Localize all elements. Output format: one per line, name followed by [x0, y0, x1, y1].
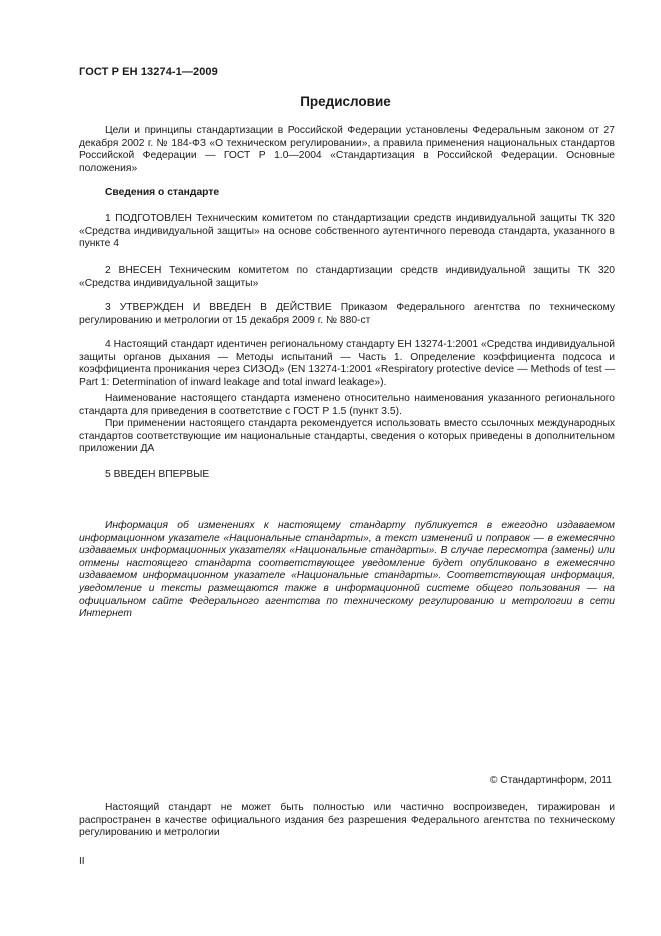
- legal-notice: Настоящий стандарт не может быть полностью или частично воспроизведен, тиражирован и распространен в качестве официального издания без разрешения Федерального агентства по техническому регулированию и метрологии: [79, 802, 615, 839]
- item-4: 4 Настоящий стандарт идентичен региональному стандарту ЕН 13274-1:2001 «Средства индивидуальной защиты органов дыхания — Методы испытаний — Часть 1. Определение коэффициента подсоса и коэффициента проникания через СИЗОД» (EN 13274-1:2001 «Respiratory protective device — Methods of test — Part 1: Determination of inward leakage and total inward leakage»).: [79, 339, 615, 388]
- page-number: II: [79, 856, 85, 867]
- document-code: ГОСТ Р ЕН 13274-1—2009: [79, 66, 218, 78]
- changes-notice: Информация об изменениях к настоящему стандарту публикуется в ежегодно издаваемом информационном указателе «Национальные стандарты», а текст изменений и поправок — в ежемесячно издаваемых информационных указателях «Национальные стандарты». В случае пересмотра (замены) или отмены настоящего стандарта соответствующее уведомление будет опубликовано в ежемесячно издаваемом информационном указателе «Национальные стандарты». Соответствующая информация, уведомление и тексты размещаются также в информационной системе общего пользования — на официальном сайте Федерального агентства по техническому регулированию и метрологии в сети Интернет: [79, 520, 615, 620]
- section-heading: Сведения о стандарте: [105, 187, 220, 198]
- page-title: Предисловие: [300, 94, 391, 109]
- intro-paragraph: Цели и принципы стандартизации в Российской Федерации установлены Федеральным законом от 27 декабря 2002 г. № 184-ФЗ «О техническом регулировании», а правила применения национальных стандартов Российской Федерации — ГОСТ Р 1.0—2004 «Стандартизация в Российской Федерации. Основные положения»: [79, 125, 615, 174]
- item-1: 1 ПОДГОТОВЛЕН Техническим комитетом по стандартизации средств индивидуальной защиты ТК 320 «Средства индивидуальной защиты» на основе собственного аутентичного перевода стандарта, указанного в пункте 4: [79, 213, 615, 250]
- item-2: 2 ВНЕСЕН Техническим комитетом по стандартизации средств индивидуальной защиты ТК 320 «Средства индивидуальной защиты»: [79, 265, 615, 289]
- item-4-usage-note: При применении настоящего стандарта рекомендуется использовать вместо ссылочных международных стандартов соответствующие им национальные стандарты, сведения о которых приведены в дополнительном приложении ДА: [79, 418, 615, 455]
- item-4-name-note: Наименование настоящего стандарта изменено относительно наименования указанного регионального стандарта для приведения в соответствие с ГОСТ Р 1.5 (пункт 3.5).: [79, 393, 615, 417]
- item-3: 3 УТВЕРЖДЕН И ВВЕДЕН В ДЕЙСТВИЕ Приказом Федерального агентства по техническому регулированию и метрологии от 15 декабря 2009 г. № 880-ст: [79, 302, 615, 326]
- copyright: © Стандартинформ, 2011: [489, 775, 612, 786]
- item-5: 5 ВВЕДЕН ВПЕРВЫЕ: [105, 469, 210, 480]
